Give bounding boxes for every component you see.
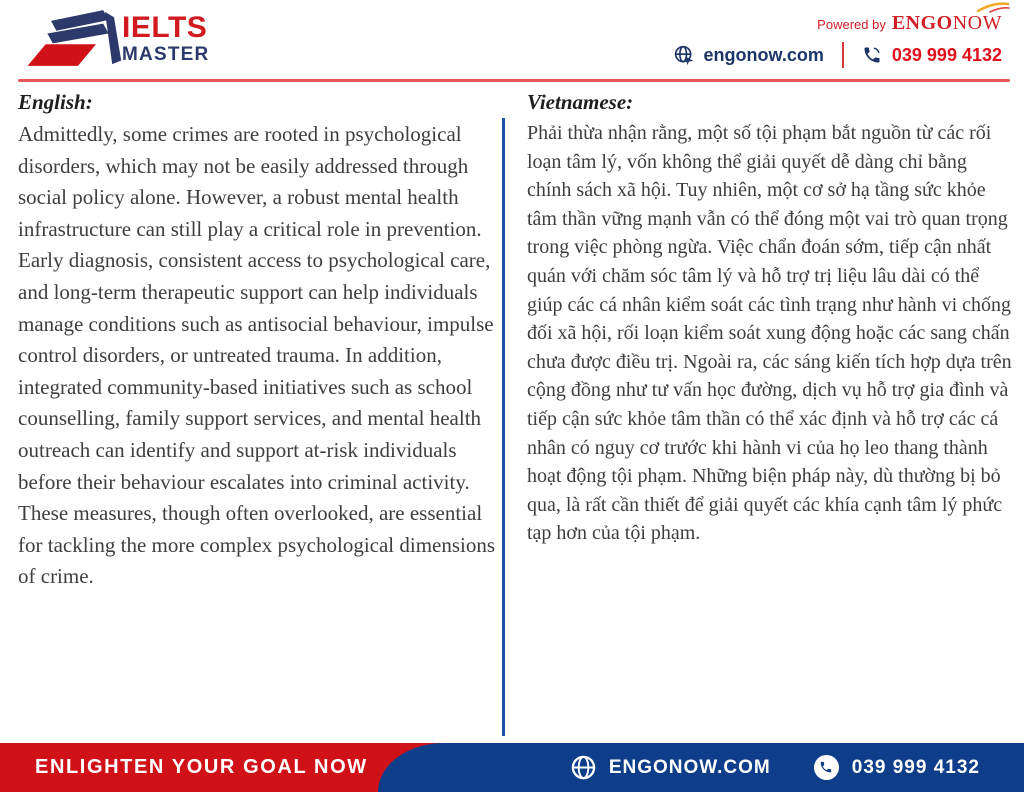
footer-blue-band <box>378 743 1024 792</box>
stacked-books-icon <box>24 6 132 70</box>
header <box>0 0 1024 80</box>
vietnamese-paragraph: Phải thừa nhận rằng, một số tội phạm bắt nguồn từ các rối loạn tâm lý, vốn không thể giải quyết dễ dàng chỉ bằng chính sách xã hội. Tuy nhiên, một cơ sở hạ tầng sức khỏe tâm thần vững mạnh vẫn có thể đóng một vai trò quan trọng trong việc phòng ngừa. Việc chẩn đoán sớm, tiếp cận nhất quán với chăm sóc tâm lý và hỗ trợ trị liệu lâu dài có thể giúp các cá nhân kiểm soát các tình trạng như hành vi chống đối xã hội, rối loạn kiểm soát xung động hoặc các sang chấn chưa được điều trị. Ngoài ra, các sáng kiến tích hợp dựa trên cộng đồng như tư vấn học đường, dịch vụ hỗ trợ gia đình và tiếp cận sức khỏe tâm thần có thể xác định và hỗ trợ các cá nhân có nguy cơ trước khi hành vi của họ leo thang thành hoạt động tội phạm. Những biện pháp này, dù thường bị bỏ qua, là rất cần thiết để giải quyết các khía cạnh tâm lý phức tạp hơn của tội phạm. <box>527 122 1012 545</box>
powered-by <box>817 12 1002 35</box>
ielts-master-logo <box>24 6 209 70</box>
engonow-wordmark-bold: ENGO <box>891 12 953 34</box>
logo-master-text: MASTER <box>122 43 210 65</box>
globe-icon <box>570 754 597 781</box>
column-divider <box>502 118 505 736</box>
footer-slogan: ENLIGHTEN YOUR GOAL NOW <box>35 756 368 778</box>
contact-divider <box>842 42 844 68</box>
vietnamese-column <box>527 90 1014 548</box>
engonow-wordmark-regular: NOW <box>952 12 1002 34</box>
logo-text <box>122 10 210 65</box>
english-heading: English: <box>18 90 93 114</box>
phone-icon <box>813 754 840 781</box>
header-divider-rule <box>18 79 1010 82</box>
footer-website-link[interactable]: ENGONOW.COM <box>608 756 771 778</box>
engonow-wordmark <box>892 12 1002 35</box>
swoosh-icon <box>976 0 1010 14</box>
footer-phone-number[interactable]: 039 999 4132 <box>851 756 980 778</box>
english-paragraph: Admittedly, some crimes are rooted in psychological disorders, which may not be easily addressed through social policy alone. However, a robust mental health infrastructure can still play a critical role in prevention. Early diagnosis, consistent access to psychological care, and long-term therapeutic support can help individuals manage conditions such as antisocial behaviour, impulse control disorders, or untreated trauma. In addition, integrated community-based initiatives such as school counselling, family support services, and mental health outreach can identify and support at-risk individuals before their behaviour escalates into criminal activity. These measures, though often overlooked, are essential for tackling the more complex psychological dimensions of crime. <box>18 122 496 589</box>
vietnamese-heading: Vietnamese: <box>527 90 634 114</box>
header-contact-row <box>674 42 1002 68</box>
english-column <box>18 90 504 593</box>
logo-ielts-text: IELTS <box>122 10 208 44</box>
globe-icon <box>674 45 694 65</box>
powered-by-label: Powered by <box>817 17 886 32</box>
phone-icon <box>862 45 882 65</box>
header-website-link[interactable]: engonow.com <box>703 44 824 65</box>
header-phone-number[interactable]: 039 999 4132 <box>891 44 1002 65</box>
